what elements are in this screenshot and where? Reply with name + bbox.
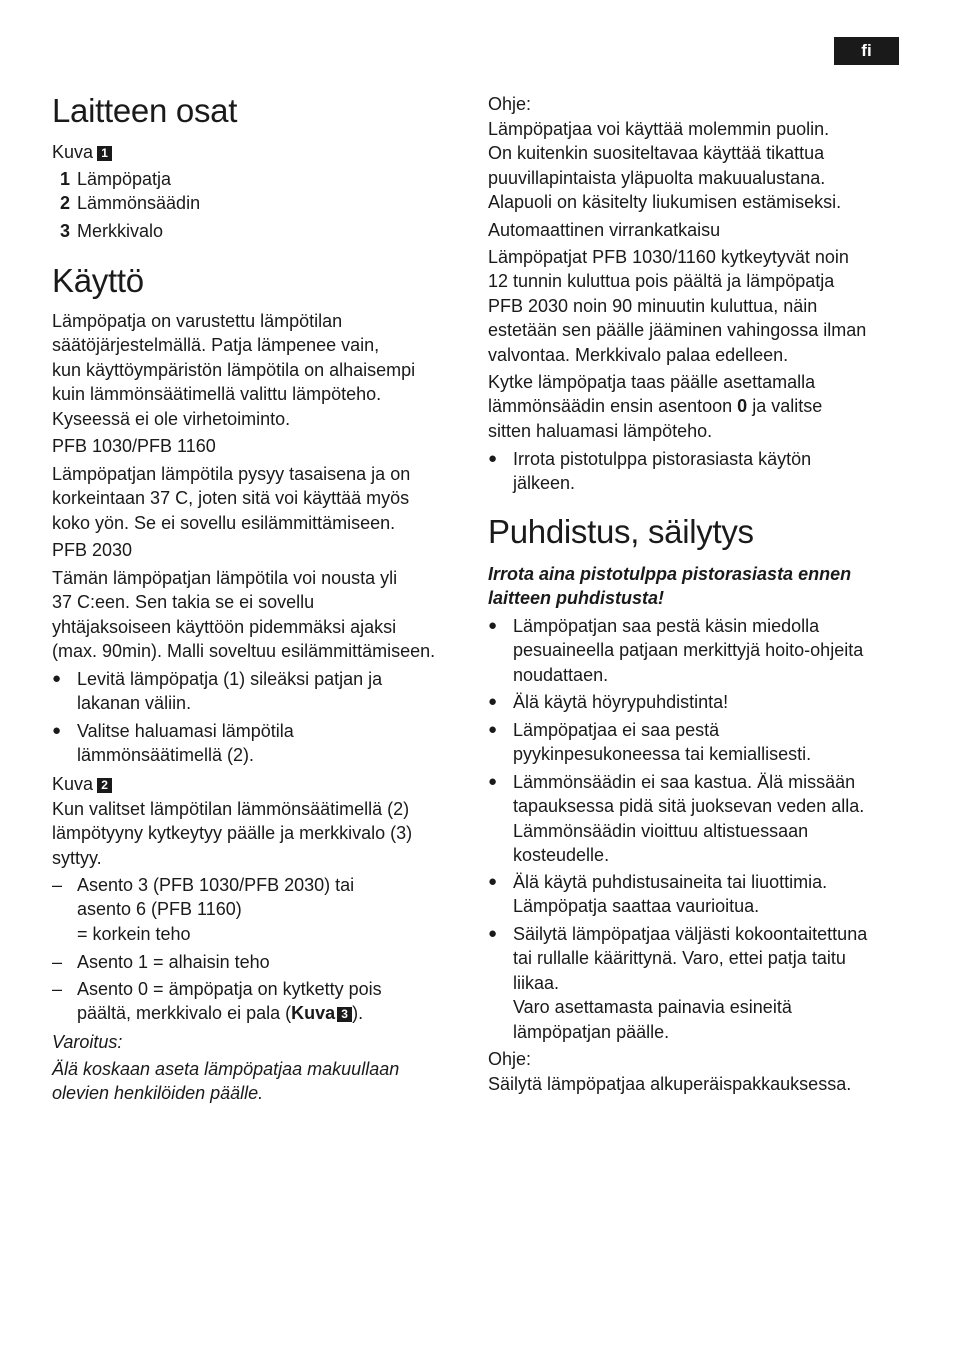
- figure-label: Kuva: [52, 774, 94, 794]
- language-tab: fi: [834, 37, 899, 65]
- note-text: Lämpöpatjaa voi käyttää molemmin puolin. On kuitenkin suositeltavaa käyttää tikattua puuvillapintaista yläpuolta makuualustana. Alapuoli on käsitelty liukumisen estämiseksi.: [488, 119, 842, 213]
- note-text: Säilytä lämpöpatjaa alkuperäispakkauksessa.: [488, 1074, 852, 1094]
- dash-marker: –: [52, 979, 63, 999]
- bullet-icon: ●: [488, 873, 498, 890]
- subheading-pfb1030: PFB 1030/PFB 1160: [52, 436, 216, 456]
- bullet-icon: ●: [488, 721, 498, 738]
- usage-paragraph: Lämpöpatja on varustettu lämpötilan säätöjärjestelmällä. Patja lämpenee vain, kun käyttöympäristön lämpötila on alhaisempi kuin lämmönsäätimellä valittu lämpöteho. Kyseessä ei ole virhetoiminto.: [52, 311, 416, 429]
- bullet-icon: ●: [488, 450, 498, 467]
- bullet-icon: ●: [52, 722, 62, 739]
- restart-paragraph: Kytke lämpöpatja taas päälle asettamalla lämmönsäädin ensin asentoon 0 ja valitse sitten haluamasi lämpöteho.: [488, 372, 823, 441]
- parts-item: 2 Lämmönsäädin: [59, 193, 201, 213]
- bullet-icon: ●: [488, 925, 498, 942]
- heading-parts: Laitteen osat: [52, 92, 238, 129]
- subheading-pfb2030: PFB 2030: [52, 540, 133, 560]
- parts-item: 3 Merkkivalo: [59, 221, 164, 241]
- heading-usage: Käyttö: [52, 262, 144, 299]
- cleaning-warning: Irrota aina pistotulppa pistorasiasta ennen laitteen puhdistusta!: [488, 564, 852, 609]
- figure-ref-1: [52, 140, 112, 164]
- auto-shutoff-paragraph: Lämpöpatjat PFB 1030/1160 kytkeytyvät noin 12 tunnin kuluttua pois päältä ja lämpöpatja PFB 2030 noin 90 minuutin kuluttua, näin estetään sen päälle jääminen vahingossa ilman valvontaa. Merkkivalo palaa edelleen.: [488, 247, 867, 365]
- bullet-icon: ●: [488, 693, 498, 710]
- bullet-icon: ●: [488, 617, 498, 634]
- figure-ref-2: [52, 772, 112, 796]
- note-title: Ohje:: [488, 94, 532, 114]
- figure-number-badge: 1: [97, 146, 112, 161]
- kuva2-paragraph: Kun valitset lämpötilan lämmönsäätimellä (2) lämpötyyny kytkeytyy päälle ja merkkivalo (3) syttyy.: [52, 799, 413, 868]
- bullet-icon: ●: [488, 773, 498, 790]
- pfb1030-paragraph: Lämpöpatjan lämpötila pysyy tasaisena ja on korkeintaan 37 C, joten sitä voi käyttää myös koko yön. Se ei sovellu esilämmittämiseen.: [52, 464, 411, 533]
- note-title: Ohje:: [488, 1049, 532, 1069]
- figure-number-badge: 3: [337, 1007, 352, 1022]
- subheading-auto-shutoff: Automaattinen virrankatkaisu: [488, 220, 721, 240]
- dash-marker: –: [52, 875, 63, 895]
- figure-label: Kuva: [52, 142, 94, 162]
- parts-item: 1 Lämpöpatja: [59, 169, 172, 189]
- figure-number-badge: 2: [97, 778, 112, 793]
- pfb2030-paragraph: Tämän lämpöpatjan lämpötila voi nousta yli 37 C:een. Sen takia se ei sovellu yhtäjaksoiseen käyttöön pidemmäksi ajaksi (max. 90min). Malli soveltuu esilämmittämiseen.: [52, 568, 436, 662]
- warning-text: Älä koskaan aseta lämpöpatjaa makuullaan olevien henkilöiden päälle.: [52, 1059, 400, 1104]
- dash-marker: –: [52, 952, 63, 972]
- heading-cleaning: Puhdistus, säilytys: [488, 513, 754, 550]
- warning-title: Varoitus:: [52, 1032, 123, 1052]
- bullet-icon: ●: [52, 670, 62, 687]
